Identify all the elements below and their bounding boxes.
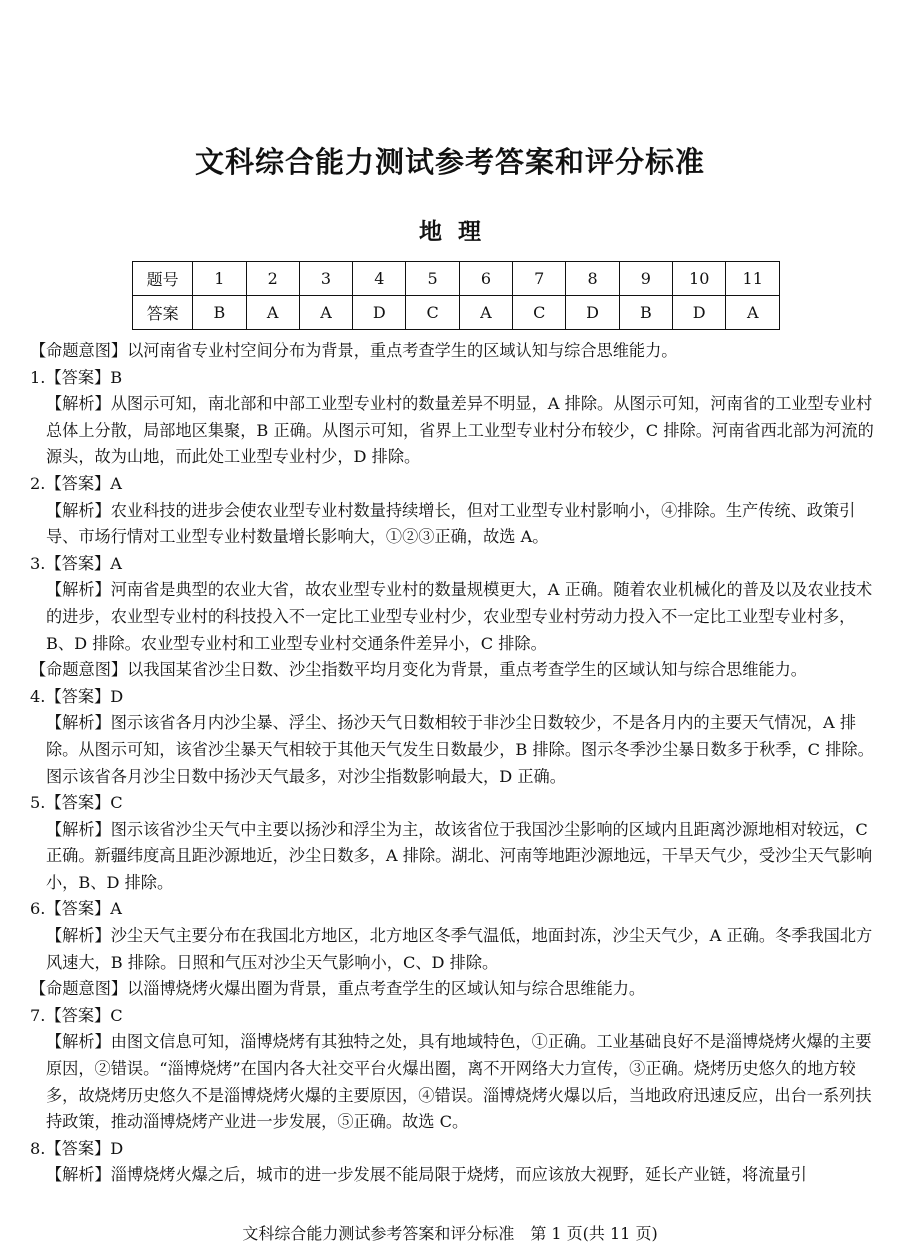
question-number: 1	[193, 262, 246, 296]
question-number: 9	[619, 262, 672, 296]
answer-explanations	[30, 338, 875, 1189]
question-number: 8	[566, 262, 619, 296]
answer-cell: A	[246, 296, 299, 330]
answer-cell: D	[353, 296, 406, 330]
answer-line: 6.【答案】A	[30, 899, 122, 919]
answer-line: 2.【答案】A	[30, 473, 122, 493]
question-number-row	[133, 262, 780, 296]
analysis-paragraph: 【解析】由图文信息可知，淄博烧烤有其独特之处，具有地域特色，①正确。工业基础良好不是淄博烧烤火爆的主要原因，②错误。“淄博烧烤”在国内各大社交平台火爆出圈，离不开网络大力宣传，③正确。烧烤历史悠久的地方较多，故烧烤历史悠久不是淄博烧烤火爆的主要原因，④错误。淄博烧烤火爆以后，当地政府迅速反应，出台一系列扶持政策，推动淄博烧烤产业进一步发展，⑤正确。故选 C。	[46, 1032, 872, 1132]
answer-row	[133, 296, 780, 330]
analysis-paragraph: 【解析】图示该省各月内沙尘暴、浮尘、扬沙天气日数相较于非沙尘日数较少，不是各月内的主要天气情况，A 排除。从图示可知，该省沙尘暴天气相较于其他天气发生日数最少，B 排除。图示冬季沙尘暴日数多于秋季，C 排除。图示该省各月沙尘日数中扬沙天气最多，对沙尘指数影响最大，D 正确。	[46, 713, 874, 786]
intent-paragraph: 【命题意图】以河南省专业村空间分布为背景，重点考查学生的区域认知与综合思维能力。	[30, 341, 678, 360]
answer-cell: A	[459, 296, 512, 330]
answer-cell: B	[193, 296, 246, 330]
question-number: 10	[672, 262, 725, 296]
answer-cell: C	[406, 296, 459, 330]
answer-line: 3.【答案】A	[30, 553, 122, 573]
analysis-paragraph: 【解析】淄博烧烤火爆之后，城市的进一步发展不能局限于烧烤，而应该放大视野，延长产业链，将流量引	[46, 1165, 807, 1185]
answer-line: 4.【答案】D	[30, 686, 124, 706]
question-number: 5	[406, 262, 459, 296]
intent-paragraph: 【命题意图】以我国某省沙尘日数、沙尘指数平均月变化为背景，重点考查学生的区域认知与综合思维能力。	[30, 660, 807, 680]
analysis-paragraph: 【解析】沙尘天气主要分布在我国北方地区，北方地区冬季气温低，地面封冻，沙尘天气少，A 正确。冬季我国北方风速大，B 排除。日照和气压对沙尘天气影响小，C、D 排除。	[46, 926, 873, 972]
answer-line: 5.【答案】C	[30, 793, 123, 813]
question-number: 3	[299, 262, 352, 296]
answer-cell: B	[619, 296, 672, 330]
subject-heading: 地理	[419, 219, 497, 245]
intent-paragraph: 【命题意图】以淄博烧烤火爆出圈为背景，重点考查学生的区域认知与综合思维能力。	[30, 979, 646, 999]
analysis-paragraph: 【解析】河南省是典型的农业大省，故农业型专业村的数量规模更大，A 正确。随着农业机械化的普及以及农业技术的进步，农业型专业村的科技投入不一定比工业型专业村少，农业型专业村劳动力投入不一定比工业型专业村多，B、D 排除。农业型专业村和工业型专业村交通条件差异小，C 排除。	[46, 580, 873, 653]
question-number: 11	[726, 262, 780, 296]
question-number: 2	[246, 262, 299, 296]
question-number: 7	[513, 262, 566, 296]
analysis-paragraph: 【解析】农业科技的进步会使农业型专业村数量持续增长，但对工业型专业村影响小，④排除。生产传统、政策引导、市场行情对工业型专业村数量增长影响大，①②③正确，故选 A。	[46, 500, 856, 547]
answer-cell: C	[513, 296, 566, 330]
question-number: 4	[353, 262, 406, 296]
answer-cell: A	[726, 296, 780, 330]
answer-table	[132, 261, 780, 330]
document-title: 文科综合能力测试参考答案和评分标准	[194, 145, 705, 179]
row-label-number: 题号	[133, 262, 193, 296]
page-footer: 文科综合能力测试参考答案和评分标准 第 1 页(共 11 页)	[242, 1224, 658, 1243]
row-label-answer: 答案	[133, 296, 193, 330]
answer-cell: D	[566, 296, 619, 330]
answer-line: 1.【答案】B	[30, 367, 123, 387]
answer-cell: A	[299, 296, 352, 330]
question-number: 6	[459, 262, 512, 296]
analysis-paragraph: 【解析】从图示可知，南北部和中部工业型专业村的数量差异不明显，A 排除。从图示可知，河南省的工业型专业村总体上分散，局部地区集聚，B 正确。从图示可知，省界上工业型专业村分布较少，C 排除。河南省西北部为河流的源头，故为山地，而此处工业型专业村少，D 排除。	[46, 394, 874, 467]
answer-cell: D	[672, 296, 725, 330]
answer-line: 8.【答案】D	[30, 1138, 124, 1158]
answer-line: 7.【答案】C	[30, 1005, 123, 1025]
analysis-paragraph: 【解析】图示该省沙尘天气中主要以扬沙和浮尘为主，故该省位于我国沙尘影响的区域内且距离沙源地相对较远，C 正确。新疆纬度高且距沙源地近，沙尘日数多，A 排除。湖北、河南等地距沙源地远，干旱天气少，受沙尘天气影响小，B、D 排除。	[46, 819, 873, 892]
